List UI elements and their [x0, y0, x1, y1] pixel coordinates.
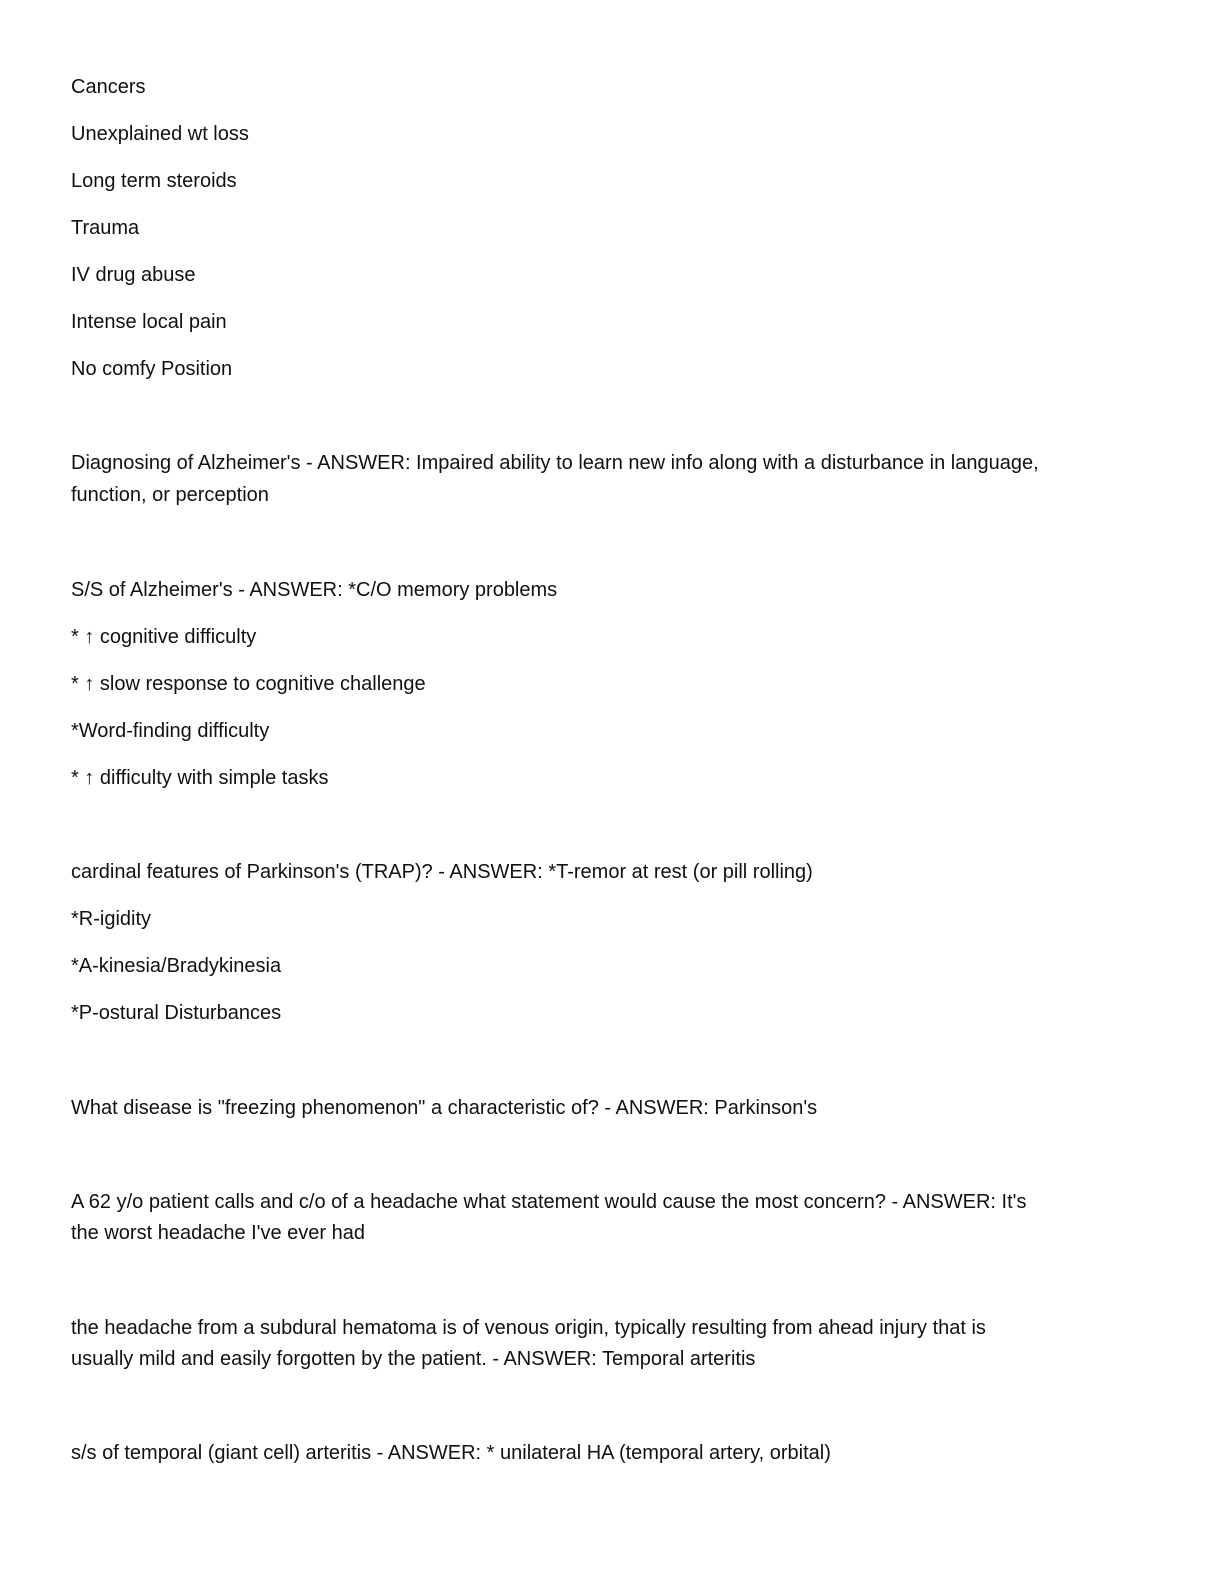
text-line: function, or perception — [71, 484, 269, 506]
text-line: s/s of temporal (giant cell) arteritis - ANSWER: * unilateral HA (temporal artery, orbital) — [71, 1442, 831, 1464]
text-line: *R-igidity — [71, 908, 152, 930]
text-line: * ↑ slow response to cognitive challenge — [71, 673, 426, 695]
text-line: * ↑ difficulty with simple tasks — [71, 767, 329, 789]
text-line: cardinal features of Parkinson's (TRAP)? - ANSWER: *T-remor at rest (or pill rolling) — [71, 861, 813, 883]
text-line: No comfy Position — [71, 358, 233, 380]
text-line: Cancers — [71, 76, 146, 98]
text-line: the worst headache I've ever had — [71, 1222, 366, 1244]
text-line: the headache from a subdural hematoma is of venous origin, typically resulting from ahead injury that is — [71, 1317, 986, 1339]
text-line: Unexplained wt loss — [71, 123, 249, 145]
text-line: A 62 y/o patient calls and c/o of a headache what statement would cause the most concern? - ANSWER: It's — [71, 1191, 1027, 1213]
text-line: S/S of Alzheimer's - ANSWER: *C/O memory problems — [71, 579, 558, 601]
text-line: usually mild and easily forgotten by the patient. - ANSWER: Temporal arteritis — [71, 1348, 756, 1370]
text-line: IV drug abuse — [71, 264, 196, 286]
text-line: Intense local pain — [71, 311, 227, 333]
text-line: Long term steroids — [71, 170, 237, 192]
text-line: Diagnosing of Alzheimer's - ANSWER: Impaired ability to learn new info along with a disturbance in language, — [71, 452, 1039, 474]
text-line: * ↑ cognitive difficulty — [71, 626, 257, 648]
text-line: Trauma — [71, 217, 140, 239]
text-line: What disease is "freezing phenomenon" a characteristic of? - ANSWER: Parkinson's — [71, 1097, 818, 1119]
text-line: *P-ostural Disturbances — [71, 1002, 282, 1024]
text-line: *A-kinesia/Bradykinesia — [71, 955, 282, 977]
text-line: *Word-finding difficulty — [71, 720, 270, 742]
